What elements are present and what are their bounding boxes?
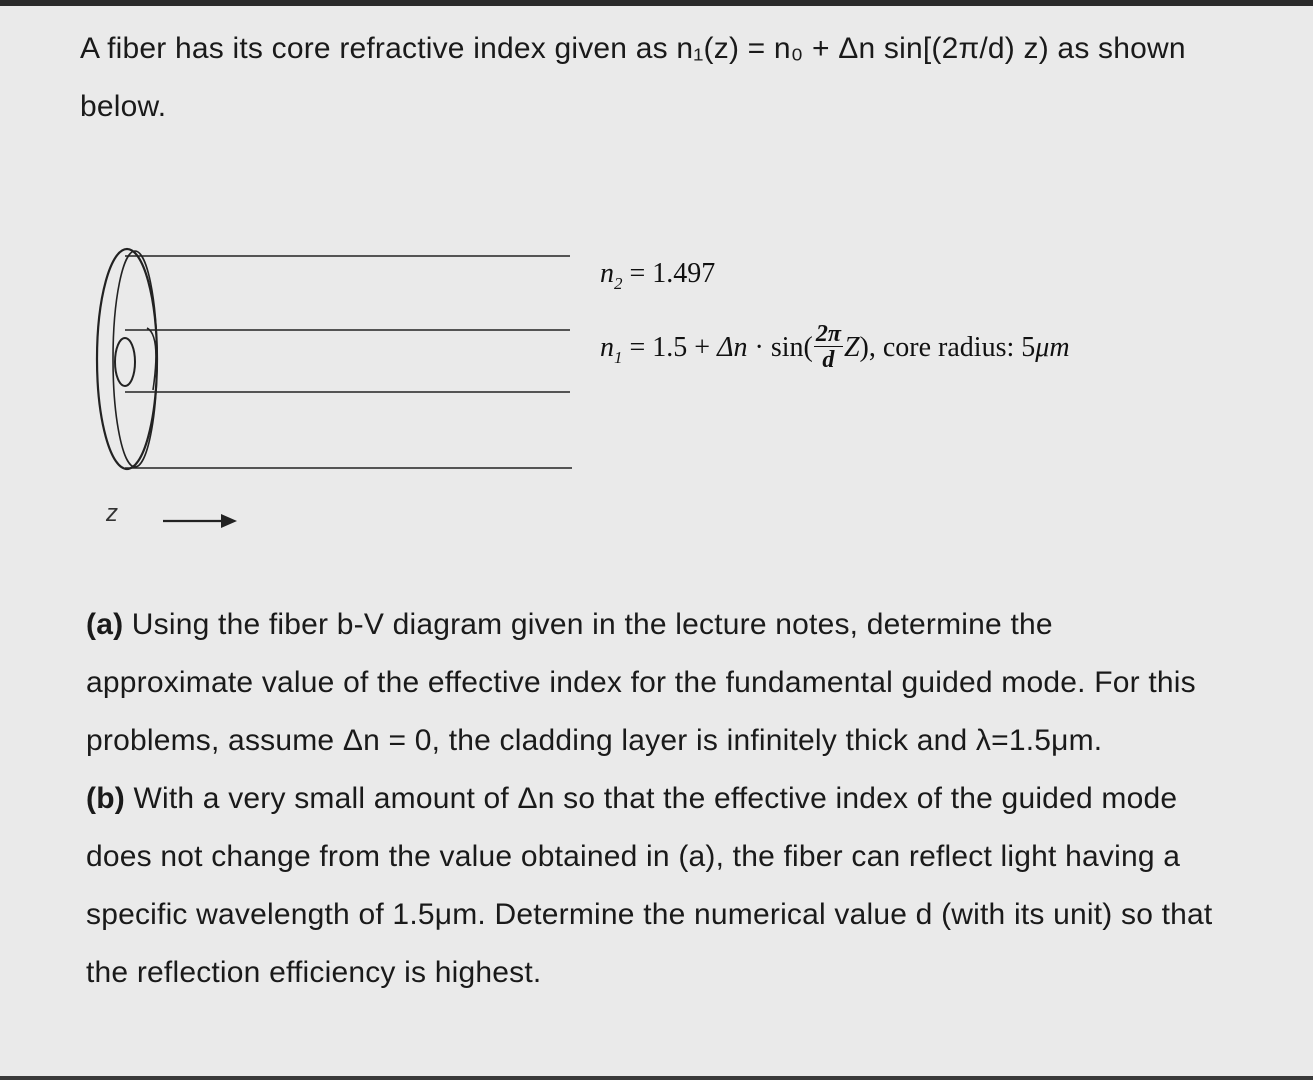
n1-equation bbox=[600, 321, 1070, 375]
question-a bbox=[86, 596, 1216, 770]
n1-expr-suffix: ), core radius: 5 bbox=[859, 331, 1036, 363]
question-b-text: With a very small amount of Δn so that the effective index of the guided mode does not change from the value obtained in (a), the fiber can reflect light having a specific wavelength of 1.5μm. Determine the numerical value d (with its unit) so that the reflection efficiency is highest. bbox=[86, 782, 1213, 989]
n1-symbol: n bbox=[600, 331, 614, 363]
questions-block bbox=[86, 596, 1216, 1002]
intro-paragraph: A fiber has its core refractive index given as n₁(z) = n₀ + Δn sin[(2π/d) z) as shown below. bbox=[80, 32, 1186, 123]
n1-z-variable: Z bbox=[843, 331, 860, 363]
n2-symbol: n bbox=[600, 258, 614, 289]
two-pi-over-d-fraction bbox=[814, 322, 843, 373]
n2-equation bbox=[600, 258, 715, 294]
fiber-diagram bbox=[85, 240, 605, 540]
question-a-label: (a) bbox=[86, 608, 124, 641]
n2-subscript: 2 bbox=[614, 274, 623, 293]
n1-expr-prefix: = 1.5 + bbox=[622, 331, 718, 363]
bottom-border bbox=[0, 1076, 1313, 1080]
fraction-numerator: 2π bbox=[815, 321, 841, 347]
core-end-ellipse bbox=[115, 338, 135, 386]
n2-value: = 1.497 bbox=[622, 258, 716, 289]
n1-subscript: 1 bbox=[614, 347, 623, 367]
core-radius-unit: μm bbox=[1035, 331, 1070, 363]
arrow-right-icon bbox=[163, 514, 237, 528]
fraction-denominator: d bbox=[822, 347, 835, 373]
z-axis-label: z bbox=[106, 500, 118, 527]
n1-delta-n: Δn bbox=[717, 331, 748, 363]
question-b bbox=[86, 770, 1216, 1002]
question-a-text: Using the fiber b-V diagram given in the lecture notes, determine the approximate value of the effective index for the fundamental guided mode. For this problems, assume Δn = 0, the cladding layer is infinitely thick and λ=1.5μm. bbox=[86, 608, 1196, 757]
n1-sin: · sin( bbox=[747, 331, 813, 363]
cladding-end-ellipse bbox=[97, 249, 157, 469]
question-b-label: (b) bbox=[86, 782, 125, 815]
top-border bbox=[0, 0, 1313, 6]
